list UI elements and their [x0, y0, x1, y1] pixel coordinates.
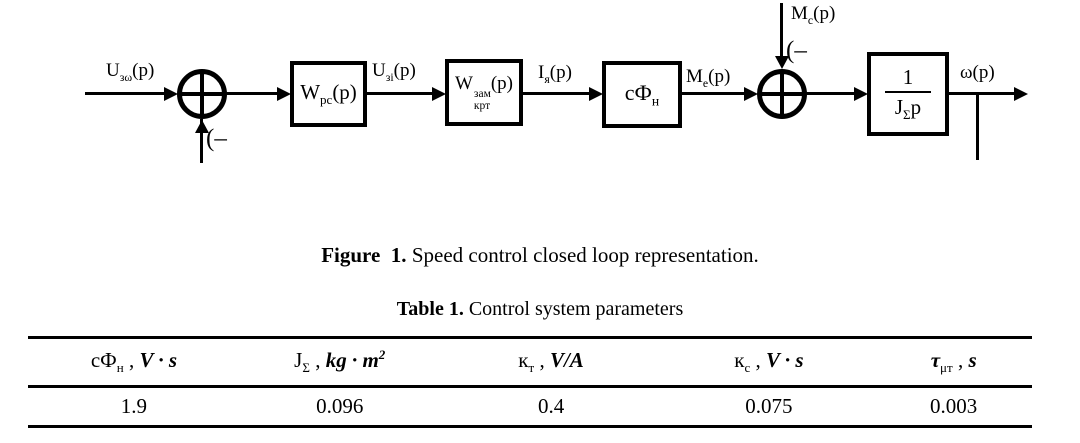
- signal-label-mc: $M_c(p)$: [791, 3, 836, 27]
- summing-junction-torque: [757, 69, 807, 119]
- table-caption-label: Table 1.: [396, 298, 464, 320]
- header-tau: $\tau_{\mu т}$ , s: [875, 338, 1032, 387]
- signal-line-output: [947, 92, 1015, 95]
- signal-label-uzi: $U_{зi}(p)$: [372, 60, 416, 84]
- value-kt: 0.4: [537, 394, 565, 418]
- signal-label-iya: $I_я(p)$: [538, 62, 572, 86]
- figure-caption-label: Figure 1.: [321, 243, 407, 267]
- table-header-row: [28, 338, 1032, 387]
- signal-label-uzw: $U_{з\omega}(p)$: [106, 60, 155, 84]
- minus-sign-disturbance: (–: [786, 37, 807, 64]
- signal-label-omega: ω(p): [960, 62, 995, 83]
- fraction: $\frac{1}{J_\Sigma p}$: [885, 65, 931, 123]
- signal-line-sum1-to-wpc: [226, 92, 278, 95]
- parameters-table: [28, 336, 1032, 428]
- block-integrator: [867, 52, 949, 136]
- arrow-right-icon: [277, 87, 291, 101]
- sup-sub-stack: зам крт: [473, 87, 491, 112]
- signal-line-sum2-to-integrator: [806, 92, 856, 95]
- figure-caption: [0, 243, 1080, 268]
- sum-cross-vertical: [780, 74, 784, 114]
- sum-cross-vertical: [200, 74, 204, 114]
- block-speed-controller: $W_{рс}(p)$: [290, 61, 367, 127]
- header-cf: $cФ_н$ , V · s: [28, 338, 240, 387]
- block-flux-gain: $cФ_н$: [602, 61, 682, 128]
- table-value-row: [28, 387, 1032, 427]
- arrow-right-icon: [432, 87, 446, 101]
- arrow-right-icon: [1014, 87, 1028, 101]
- arrow-right-icon: [164, 87, 178, 101]
- signal-line-wpc-to-wkrt: [366, 92, 434, 95]
- parameters-table-wrap: [28, 336, 1032, 428]
- signal-line-cf-to-sum2: [681, 92, 746, 95]
- signal-line-input: [85, 92, 166, 95]
- value-j: 0.096: [316, 394, 364, 418]
- arrow-right-icon: [589, 87, 603, 101]
- minus-sign-feedback: (–: [206, 125, 227, 152]
- header-kc: $к_с$ , V · s: [663, 338, 876, 387]
- summing-junction-speed: [177, 69, 227, 119]
- signal-label-me: $M_e(p)$: [686, 66, 731, 90]
- value-kc: 0.075: [745, 394, 793, 418]
- table-caption-text: Control system parameters: [463, 298, 684, 320]
- signal-line-wkrt-to-cf: [522, 92, 591, 95]
- value-tau: 0.003: [930, 394, 978, 418]
- fraction-denominator: $J_\Sigma p$: [885, 91, 931, 123]
- value-cf: 1.9: [120, 394, 148, 418]
- block-current-loop: W зам крт (p): [445, 59, 523, 126]
- table-caption: [0, 298, 1080, 321]
- load-torque-line: [780, 3, 783, 57]
- figure-caption-text: Speed control closed loop representation.: [406, 243, 759, 267]
- output-feedback-stub: [976, 95, 979, 160]
- header-kt: $к_т$ , V/A: [440, 338, 663, 387]
- arrow-right-icon: [854, 87, 868, 101]
- header-j: $J_\Sigma$ , kg · $m^2$: [240, 338, 440, 387]
- arrow-right-icon: [744, 87, 758, 101]
